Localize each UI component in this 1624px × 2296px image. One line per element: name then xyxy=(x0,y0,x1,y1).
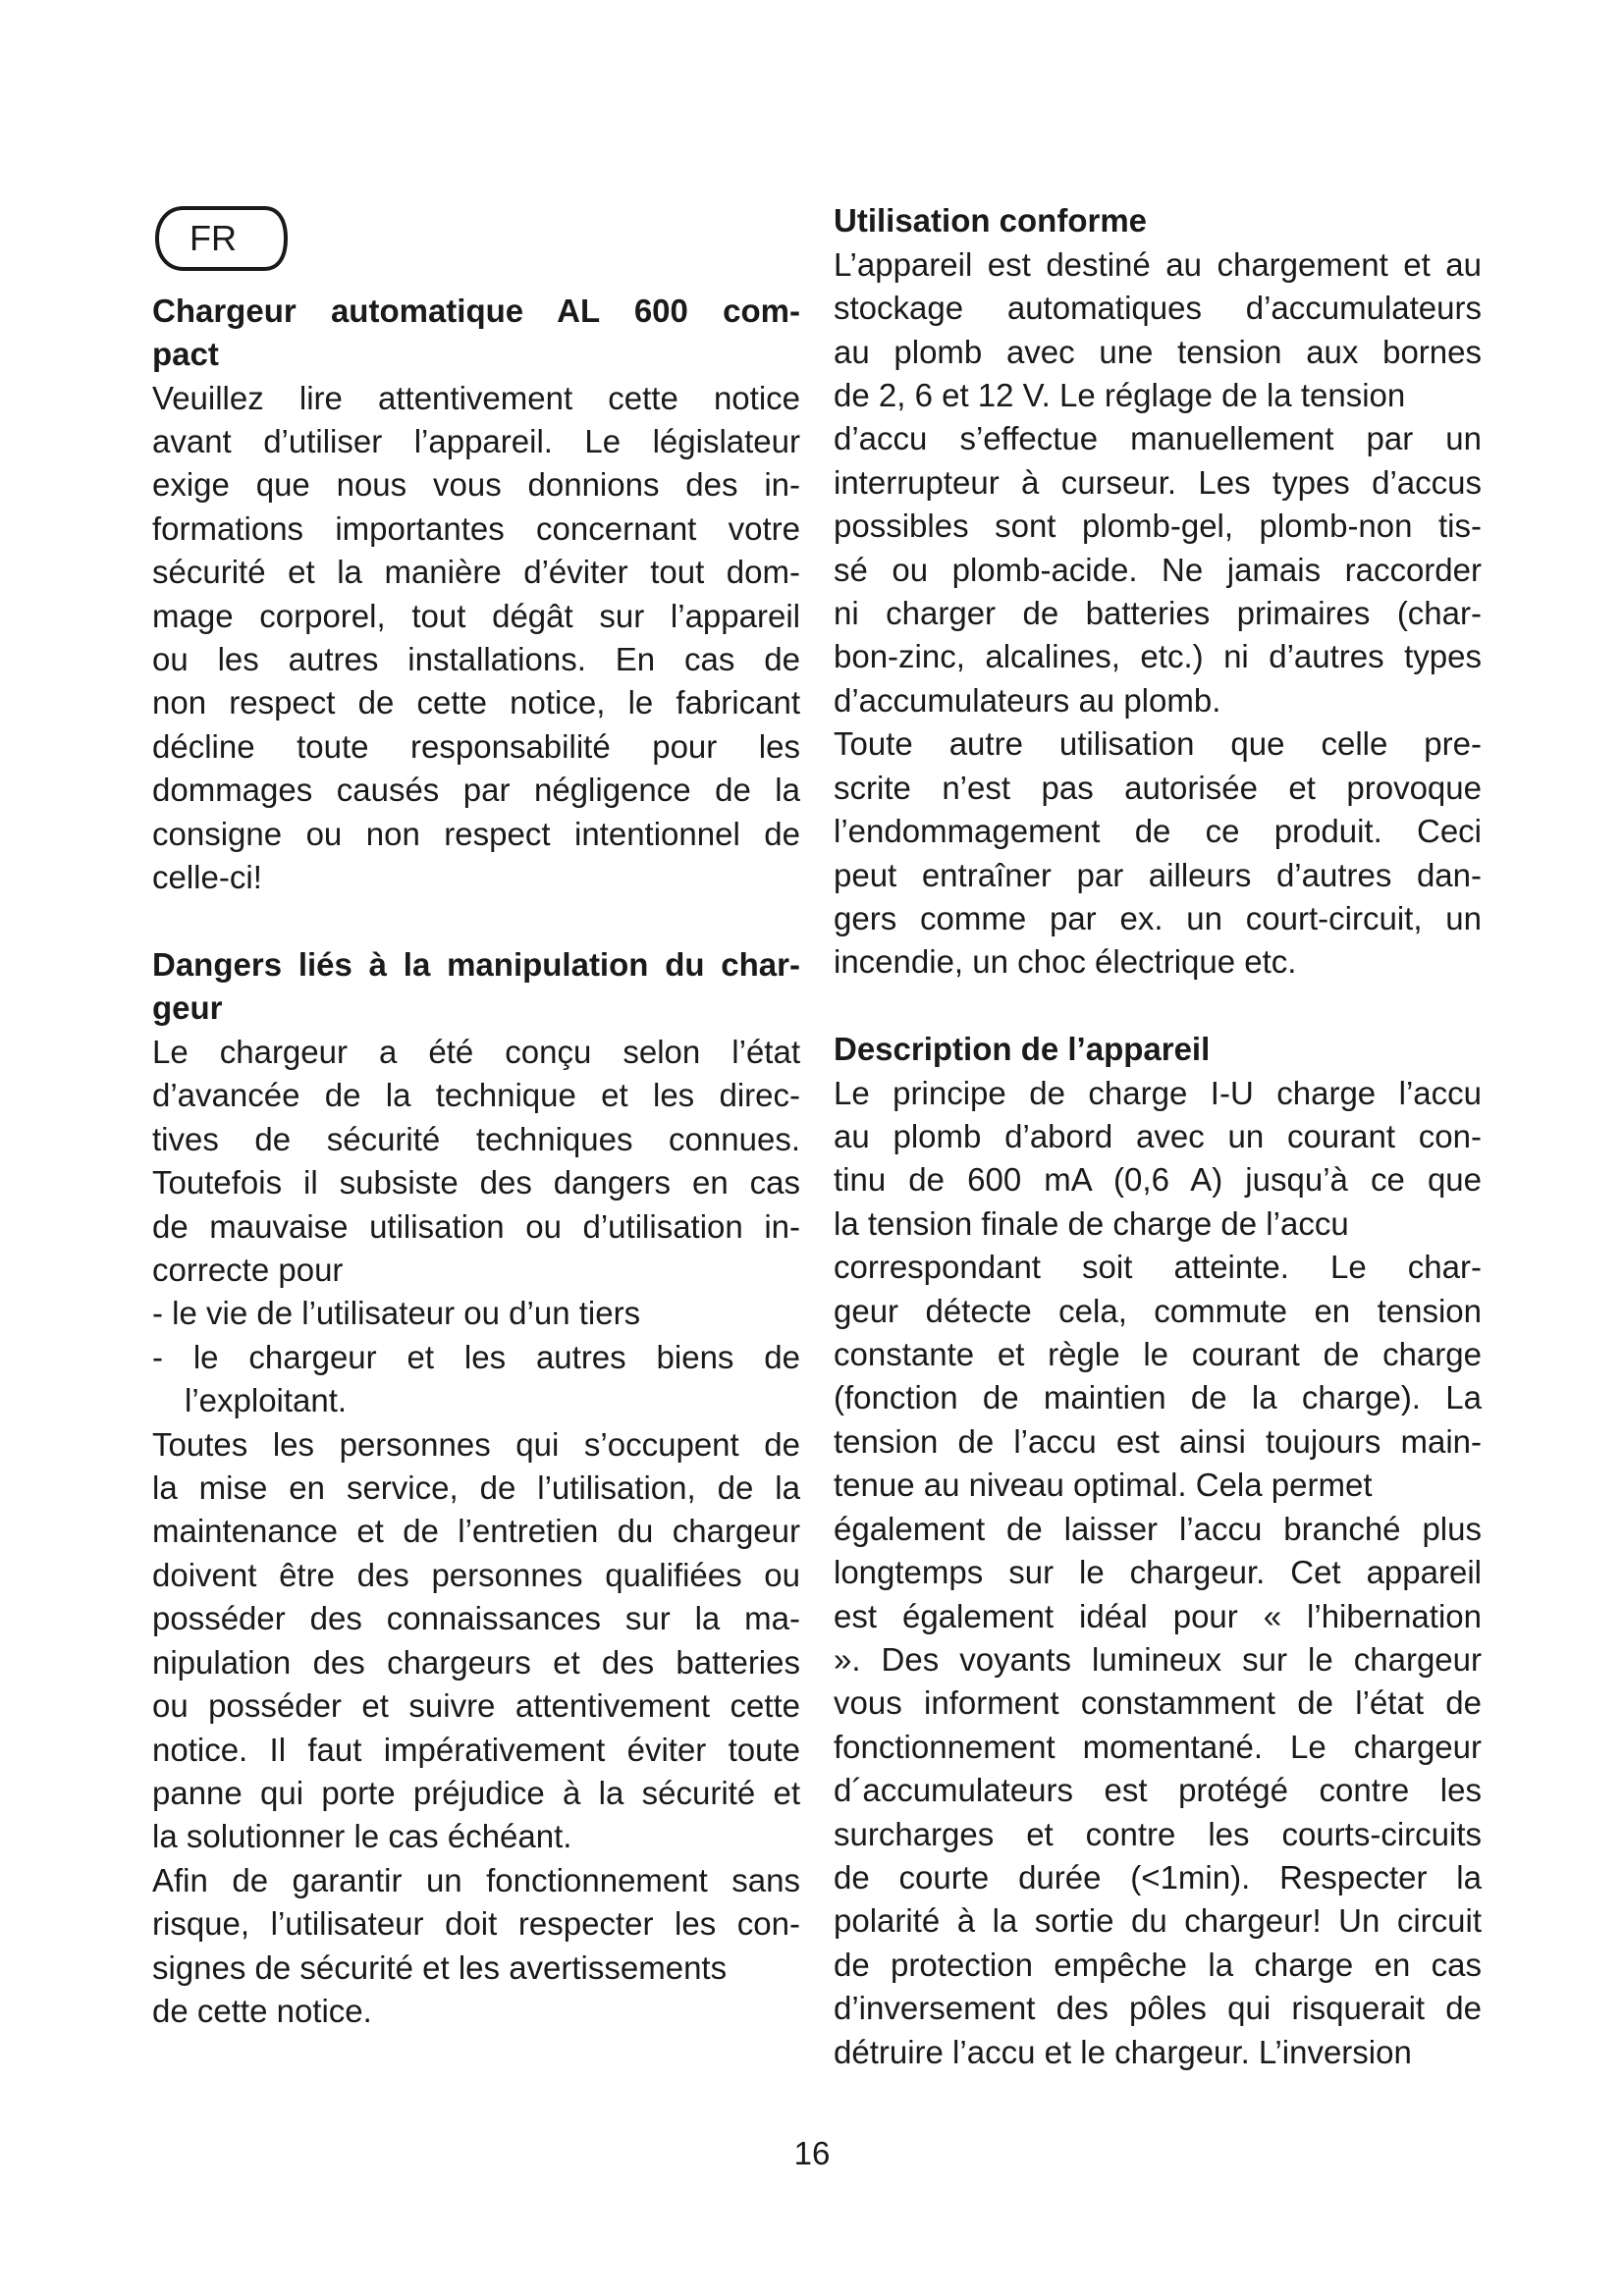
text-line: gers comme par ex. un court-circuit, un xyxy=(834,900,1482,936)
text-line: constante et règle le courant de charge xyxy=(834,1336,1482,1372)
text-line: de courte durée (<1min). Respecter la xyxy=(834,1859,1482,1896)
text-line: signes de sécurité et les avertissements xyxy=(152,1949,728,1986)
text-line: ou les autres installations. En cas de xyxy=(152,641,800,677)
text-line: Le principe de charge I-U charge l’accu xyxy=(834,1075,1482,1111)
language-badge-text: FR xyxy=(189,218,237,258)
text-line: Afin de garantir un fonctionnement sans xyxy=(152,1862,800,1898)
text-line: risque, l’utilisateur doit respecter les con- xyxy=(152,1905,800,1942)
language-badge-fr xyxy=(154,204,289,273)
text-line: Toutes les personnes qui s’occupent de xyxy=(152,1426,800,1463)
text-line: l’endommagement de ce produit. Ceci xyxy=(834,813,1482,849)
text-line: fonctionnement momentané. Le chargeur xyxy=(834,1729,1482,1765)
text-line: stockage automatiques d’accumulateurs xyxy=(834,290,1482,326)
text-line: surcharges et contre les courts-circuits xyxy=(834,1816,1482,1852)
text-line: est également idéal pour « l’hibernation xyxy=(834,1598,1482,1634)
text-line: non respect de cette notice, le fabricant xyxy=(152,684,800,721)
text-line: nipulation des chargeurs et des batteries xyxy=(152,1644,800,1681)
text-line: la solutionner le cas échéant. xyxy=(152,1818,572,1854)
section-heading-line: geur xyxy=(152,989,223,1026)
text-line: ». Des voyants lumineux sur le chargeur xyxy=(834,1641,1482,1678)
text-line: ou posséder et suivre attentivement cette xyxy=(152,1687,800,1724)
text-line: ni charger de batteries primaires (char- xyxy=(834,595,1482,631)
text-line: la tension finale de charge de l’accu xyxy=(834,1205,1349,1242)
text-line: également de laisser l’accu branché plus xyxy=(834,1511,1482,1547)
text-line: tives de sécurité techniques connues. xyxy=(152,1121,800,1157)
text-line: de cette notice. xyxy=(152,1993,372,2029)
text-line: possibles sont plomb-gel, plomb-non tis- xyxy=(834,507,1482,544)
text-line: correcte pour xyxy=(152,1252,344,1288)
language-badge-oval xyxy=(154,204,289,273)
text-line: L’appareil est destiné au chargement et au xyxy=(834,246,1482,283)
section-heading-line: Utilisation conforme xyxy=(834,202,1148,239)
text-line: celle-ci! xyxy=(152,859,262,895)
text-line: Toutefois il subsiste des dangers en cas xyxy=(152,1164,800,1201)
text-line: consigne ou non respect intentionnel de xyxy=(152,816,800,852)
text-line: tinu de 600 mA (0,6 A) jusqu’à ce que xyxy=(834,1161,1482,1198)
text-line: sé ou plomb-acide. Ne jamais raccorder xyxy=(834,552,1482,588)
text-line: mage corporel, tout dégât sur l’appareil xyxy=(152,598,800,634)
text-line: maintenance et de l’entretien du chargeur xyxy=(152,1513,800,1549)
section-heading-line: pact xyxy=(152,336,219,372)
text-line: d’accu s’effectue manuellement par un xyxy=(834,420,1482,456)
text-line: polarité à la sortie du chargeur! Un circuit xyxy=(834,1902,1482,1939)
text-line: longtemps sur le chargeur. Cet appareil xyxy=(834,1554,1482,1590)
text-line: d’accumulateurs au plomb. xyxy=(834,682,1221,719)
text-line: Veuillez lire attentivement cette notice xyxy=(152,380,800,416)
text-line: bon-zinc, alcalines, etc.) ni d’autres types xyxy=(834,638,1482,674)
text-line: d’avancée de la technique et les direc- xyxy=(152,1077,800,1113)
text-line: (fonction de maintien de la charge). La xyxy=(834,1379,1482,1415)
section-heading-line: Description de l’appareil xyxy=(834,1031,1211,1067)
text-line: avant d’utiliser l’appareil. Le législateur xyxy=(152,423,800,459)
text-line: de mauvaise utilisation ou d’utilisation in- xyxy=(152,1208,800,1245)
text-line: d’inversement des pôles qui risquerait de xyxy=(834,1990,1482,2026)
text-line: geur détecte cela, commute en tension xyxy=(834,1293,1482,1329)
text-line: l’exploitant. xyxy=(185,1382,348,1418)
text-line: notice. Il faut impérativement éviter toute xyxy=(152,1732,800,1768)
text-line: de 2, 6 et 12 V. Le réglage de la tension xyxy=(834,377,1406,413)
text-line: doivent être des personnes qualifiées ou xyxy=(152,1557,800,1593)
text-line: au plomb avec une tension aux bornes xyxy=(834,334,1482,370)
text-line: d´accumulateurs est protégé contre les xyxy=(834,1772,1482,1808)
text-line: peut entraîner par ailleurs d’autres dan- xyxy=(834,857,1482,893)
text-line: dommages causés par négligence de la xyxy=(152,772,800,808)
text-line: correspondant soit atteinte. Le char- xyxy=(834,1249,1482,1285)
text-line: tenue au niveau optimal. Cela permet xyxy=(834,1467,1373,1503)
text-line: de protection empêche la charge en cas xyxy=(834,1947,1482,1983)
section-heading-line: Dangers liés à la manipulation du char- xyxy=(152,946,800,983)
text-line: tension de l’accu est ainsi toujours main- xyxy=(834,1423,1482,1460)
text-line: interrupteur à curseur. Les types d’accus xyxy=(834,464,1482,501)
page-number: 16 xyxy=(793,2135,831,2171)
text-line: incendie, un choc électrique etc. xyxy=(834,943,1297,980)
text-line: la mise en service, de l’utilisation, de la xyxy=(152,1469,800,1506)
text-line: sécurité et la manière d’éviter tout dom- xyxy=(152,554,800,590)
text-line: posséder des connaissances sur la ma- xyxy=(152,1600,800,1636)
text-line: détruire l’accu et le chargeur. L’inversion xyxy=(834,2034,1412,2070)
section-heading-line: Chargeur automatique AL 600 com- xyxy=(152,293,800,329)
text-line: formations importantes concernant votre xyxy=(152,510,800,547)
text-line: panne qui porte préjudice à la sécurité et xyxy=(152,1775,800,1811)
text-line: - le chargeur et les autres biens de xyxy=(152,1339,800,1375)
text-line: Le chargeur a été conçu selon l’état xyxy=(152,1034,800,1070)
text-line: vous informent constamment de l’état de xyxy=(834,1684,1482,1721)
text-line: scrite n’est pas autorisée et provoque xyxy=(834,770,1482,806)
text-line: décline toute responsabilité pour les xyxy=(152,728,800,765)
text-line: exige que nous vous donnions des in- xyxy=(152,466,800,503)
text-line: - le vie de l’utilisateur ou d’un tiers xyxy=(152,1295,641,1331)
text-line: au plomb d’abord avec un courant con- xyxy=(834,1118,1482,1154)
text-line: Toute autre utilisation que celle pre- xyxy=(834,725,1482,762)
